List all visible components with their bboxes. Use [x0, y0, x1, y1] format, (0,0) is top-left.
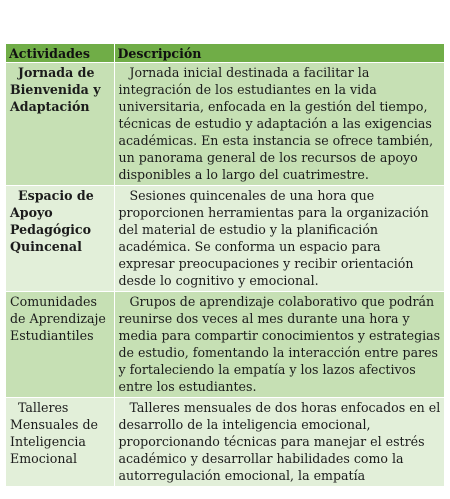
table-row — [6, 292, 444, 398]
table-header-row — [6, 44, 444, 63]
activity-cell: Espacio de Apoyo Pedagógico Quincenal — [6, 186, 114, 292]
table-row — [6, 398, 444, 487]
activity-cell: Jornada de Bienvenida y Adaptación — [6, 63, 114, 186]
description-cell: Sesiones quincenales de una hora que proporcionen herramientas para la organización del material de estudio y la planificación académica. Se conforma un espacio para expresar preocupaciones y recibir orientación desde lo cognitivo y emocional. — [114, 186, 444, 292]
table-row — [6, 63, 444, 186]
activities-table — [6, 44, 445, 487]
header-description: Descripción — [114, 44, 444, 63]
header-activities: Actividades — [6, 44, 114, 63]
activity-cell: Comunidades de Aprendizaje Estudiantiles — [6, 292, 114, 398]
description-cell: Grupos de aprendizaje colaborativo que podrán reunirse dos veces al mes durante una hora y media para compartir conocimientos y estrategias de estudio, fomentando la interacción entre pares y fortaleciendo la empatía y los lazos afectivos entre los estudiantes. — [114, 292, 444, 398]
activity-cell: Talleres Mensuales de Inteligencia Emocional — [6, 398, 114, 487]
description-cell: Talleres mensuales de dos horas enfocados en el desarrollo de la inteligencia emocional, proporcionando técnicas para manejar el estrés académico y desarrollar habilidades como la autorregulación emocional, la empatía — [114, 398, 444, 487]
description-cell: Jornada inicial destinada a facilitar la integración de los estudiantes en la vida universitaria, enfocada en la gestión del tiempo, técnicas de estudio y adaptación a las exigencias académicas. En esta instancia se ofrece también, un panorama general de los recursos de apoyo disponibles a lo largo del cuatrimestre. — [114, 63, 444, 186]
table-row — [6, 186, 444, 292]
